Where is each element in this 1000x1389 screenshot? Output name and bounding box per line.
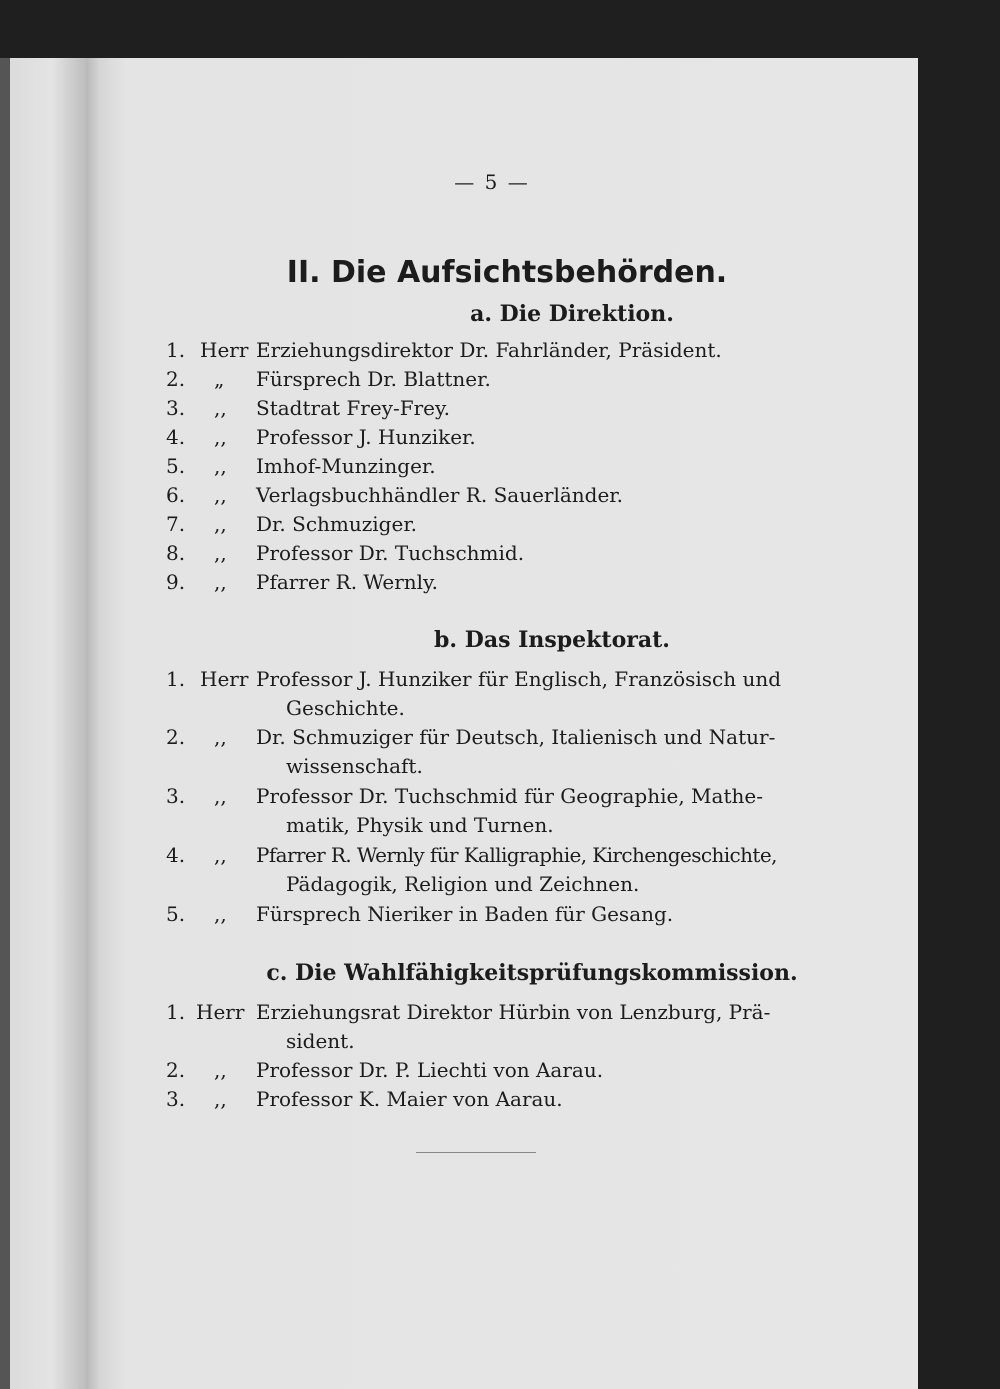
item-continuation: wissenschaft. [286,754,423,778]
item-number: 1. [166,667,186,691]
item-number: 1. [166,1000,186,1024]
item-text: Fürsprech Dr. Blattner. [256,367,491,391]
item-number: 5. [166,902,186,926]
item-text: Erziehungsdirektor Dr. Fahrländer, Präsident. [256,338,722,362]
item-prefix: ,, [214,483,227,507]
item-text: Erziehungsrat Direktor Hürbin von Lenzburg, Prä- [256,1000,771,1024]
item-number: 7. [166,512,186,536]
document-page [86,58,918,1389]
item-number: 6. [166,483,186,507]
section-c-heading: c. Die Wahlfähigkeitsprüfungskommission. [266,960,798,986]
item-text: Professor Dr. P. Liechti von Aarau. [256,1058,604,1082]
item-text: Pfarrer R. Wernly. [256,570,439,594]
item-number: 2. [166,367,186,391]
item-text: Professor Dr. Tuchschmid für Geographie, Mathe- [256,784,763,808]
item-continuation: sident. [286,1029,355,1053]
item-text: Professor K. Maier von Aarau. [256,1087,563,1111]
page-title: II. Die Aufsichtsbehörden. [286,255,728,290]
item-number: 8. [166,541,186,565]
item-prefix: ,, [214,725,227,749]
item-text: Professor J. Hunziker für Englisch, Französisch und [256,667,782,691]
item-continuation: Geschichte. [286,696,405,720]
item-prefix: ,, [214,396,227,420]
item-continuation: Pädagogik, Religion und Zeichnen. [286,872,640,896]
item-number: 4. [166,425,186,449]
item-text: Stadtrat Frey-Frey. [256,396,450,420]
item-prefix: ,, [214,843,227,867]
item-prefix: Herr [200,667,249,691]
section-b-heading: b. Das Inspektorat. [434,627,670,653]
item-prefix: ,, [214,512,227,536]
item-text: Pfarrer R. Wernly für Kalligraphie, Kirchengeschichte, [256,843,777,867]
item-text: Dr. Schmuziger für Deutsch, Italienisch und Natur- [256,725,776,749]
item-prefix: ,, [214,1087,227,1111]
item-number: 4. [166,843,186,867]
item-text: Professor Dr. Tuchschmid. [256,541,525,565]
item-prefix: Herr [200,338,249,362]
item-prefix: ,, [214,1058,227,1082]
item-text: Verlagsbuchhändler R. Sauerländer. [256,483,624,507]
item-continuation: matik, Physik und Turnen. [286,813,554,837]
item-prefix: ,, [214,570,227,594]
item-text: Fürsprech Nieriker in Baden für Gesang. [256,902,674,926]
item-number: 5. [166,454,186,478]
item-number: 3. [166,1087,186,1111]
item-number: 9. [166,570,186,594]
left-page-edge [0,58,86,1389]
item-prefix: „ [214,367,225,391]
item-number: 3. [166,396,186,420]
item-prefix: ,, [214,454,227,478]
item-text: Professor J. Hunziker. [256,425,476,449]
item-prefix: ,, [214,902,227,926]
item-number: 2. [166,725,186,749]
section-a-heading: a. Die Direktion. [470,301,674,327]
item-text: Imhof-Munzinger. [256,454,436,478]
end-rule [416,1152,536,1153]
book-spine-shadow [0,58,10,1389]
item-prefix: ,, [214,541,227,565]
item-text: Dr. Schmuziger. [256,512,418,536]
item-prefix: ,, [214,425,227,449]
item-number: 2. [166,1058,186,1082]
item-number: 3. [166,784,186,808]
item-number: 1. [166,338,186,362]
page-number: — 5 — [454,170,530,194]
item-prefix: Herr [196,1000,245,1024]
item-prefix: ,, [214,784,227,808]
